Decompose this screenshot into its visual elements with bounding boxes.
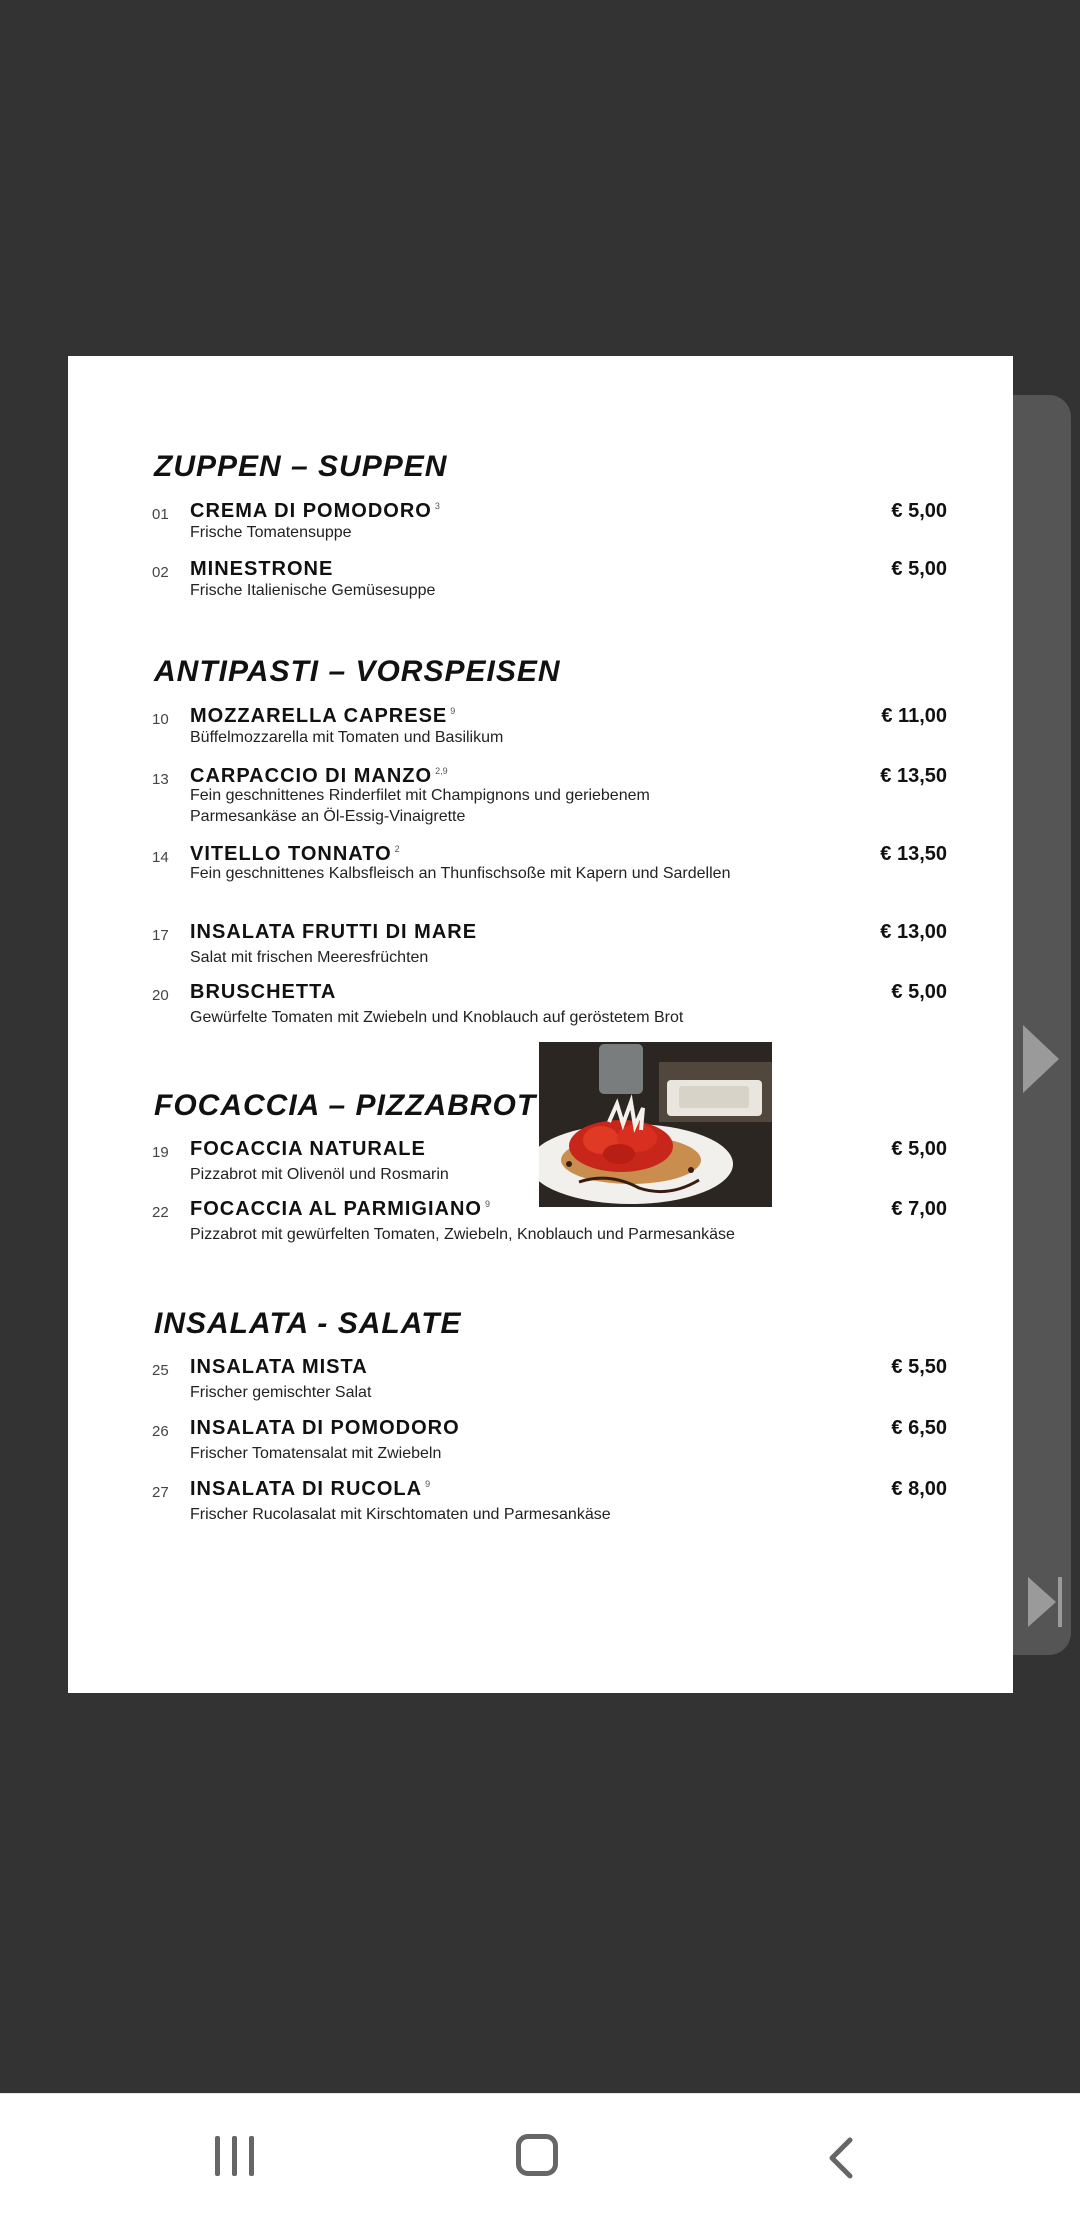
section-title-focaccia: FOCACCIA – PIZZABROT bbox=[154, 1089, 537, 1122]
item-name bbox=[190, 1478, 430, 1501]
item-price: € 6,50 bbox=[891, 1417, 947, 1439]
item-number: 20 bbox=[152, 987, 169, 1004]
item-name bbox=[190, 1417, 460, 1440]
skip-to-end-icon[interactable] bbox=[1028, 1577, 1062, 1627]
item-description: Salat mit frischen Meeresfrüchten bbox=[190, 949, 429, 966]
item-price: € 11,00 bbox=[881, 705, 947, 727]
item-description: Pizzabrot mit Olivenöl und Rosmarin bbox=[190, 1166, 449, 1183]
allergen-note: 9 bbox=[485, 1199, 491, 1210]
item-name bbox=[190, 705, 455, 728]
recent-apps-icon[interactable] bbox=[215, 2136, 255, 2176]
item-description: Büffelmozzarella mit Tomaten und Basilikum bbox=[190, 729, 504, 746]
item-description: Pizzabrot mit gewürfelten Tomaten, Zwiebeln, Knoblauch und Parmesankäse bbox=[190, 1226, 735, 1243]
allergen-note: 9 bbox=[425, 1479, 431, 1490]
item-description: Frische Italienische Gemüsesuppe bbox=[190, 582, 436, 599]
item-name bbox=[190, 981, 336, 1004]
item-number: 25 bbox=[152, 1362, 169, 1379]
section-title-antipasti: ANTIPASTI – VORSPEISEN bbox=[154, 655, 561, 688]
item-name-text: INSALATA DI POMODORO bbox=[190, 1417, 460, 1439]
skip-to-end-bar bbox=[1058, 1577, 1062, 1627]
item-name-text: MOZZARELLA CAPRESE bbox=[190, 705, 448, 727]
item-price: € 5,00 bbox=[891, 1138, 947, 1160]
item-name-text: FOCACCIA AL PARMIGIANO bbox=[190, 1198, 482, 1220]
item-name-text: INSALATA FRUTTI DI MARE bbox=[190, 921, 478, 943]
home-icon[interactable] bbox=[516, 2134, 558, 2176]
allergen-note: 2 bbox=[394, 844, 400, 855]
item-description: Gewürfelte Tomaten mit Zwiebeln und Knoblauch auf geröstetem Brot bbox=[190, 1009, 684, 1026]
item-number: 17 bbox=[152, 927, 169, 944]
item-name bbox=[190, 1198, 490, 1221]
back-icon[interactable] bbox=[822, 2136, 862, 2180]
item-price: € 5,00 bbox=[891, 558, 947, 580]
item-description: Fein geschnittenes Rinderfilet mit Champignons und geriebenem Parmesankäse an Öl-Essig-Vinaigrette bbox=[190, 787, 650, 825]
item-number: 22 bbox=[152, 1204, 169, 1221]
item-name bbox=[190, 558, 333, 581]
item-price: € 13,50 bbox=[880, 843, 947, 865]
section-title-zuppen: ZUPPEN – SUPPEN bbox=[154, 450, 448, 483]
item-name-text: VITELLO TONNATO bbox=[190, 843, 392, 865]
item-number: 10 bbox=[152, 711, 169, 728]
allergen-note: 2,9 bbox=[435, 766, 448, 777]
item-price: € 5,00 bbox=[891, 500, 947, 522]
chevron-right-icon[interactable] bbox=[1023, 1025, 1059, 1093]
item-description: Fein geschnittenes Kalbsfleisch an Thunfischsoße mit Kapern und Sardellen bbox=[190, 865, 731, 882]
item-price: € 13,50 bbox=[880, 765, 947, 787]
item-name bbox=[190, 1138, 426, 1161]
item-name bbox=[190, 500, 440, 523]
item-number: 14 bbox=[152, 849, 169, 866]
item-price: € 13,00 bbox=[880, 921, 947, 943]
item-price: € 5,00 bbox=[891, 981, 947, 1003]
section-title-insalata: INSALATA - SALATE bbox=[154, 1307, 462, 1340]
item-number: 02 bbox=[152, 564, 169, 581]
item-number: 13 bbox=[152, 771, 169, 788]
item-name-text: BRUSCHETTA bbox=[190, 981, 337, 1003]
item-name-text: INSALATA MISTA bbox=[190, 1356, 368, 1378]
item-number: 26 bbox=[152, 1423, 169, 1440]
item-price: € 7,00 bbox=[891, 1198, 947, 1220]
item-number: 19 bbox=[152, 1144, 169, 1161]
item-description: Frischer Tomatensalat mit Zwiebeln bbox=[190, 1445, 442, 1462]
item-name-text: CREMA DI POMODORO bbox=[190, 500, 432, 522]
item-number: 01 bbox=[152, 506, 169, 523]
system-nav-bar bbox=[0, 2093, 1080, 2221]
item-name-text: CARPACCIO DI MANZO bbox=[190, 765, 433, 787]
allergen-note: 3 bbox=[434, 501, 440, 512]
item-description: Frische Tomatensuppe bbox=[190, 524, 352, 541]
allergen-note: 9 bbox=[450, 706, 456, 717]
item-description: Frischer Rucolasalat mit Kirschtomaten und Parmesankäse bbox=[190, 1506, 611, 1523]
item-name-text: INSALATA DI RUCOLA bbox=[190, 1478, 423, 1500]
item-description: Frischer gemischter Salat bbox=[190, 1384, 372, 1401]
item-name bbox=[190, 1356, 368, 1379]
item-price: € 5,50 bbox=[891, 1356, 947, 1378]
menu-page bbox=[68, 356, 1013, 1693]
item-name-text: FOCACCIA NATURALE bbox=[190, 1138, 426, 1160]
item-name bbox=[190, 921, 477, 944]
item-price: € 8,00 bbox=[891, 1478, 947, 1500]
skip-to-end-triangle bbox=[1028, 1577, 1056, 1627]
item-number: 27 bbox=[152, 1484, 169, 1501]
item-name-text: MINESTRONE bbox=[190, 558, 334, 580]
